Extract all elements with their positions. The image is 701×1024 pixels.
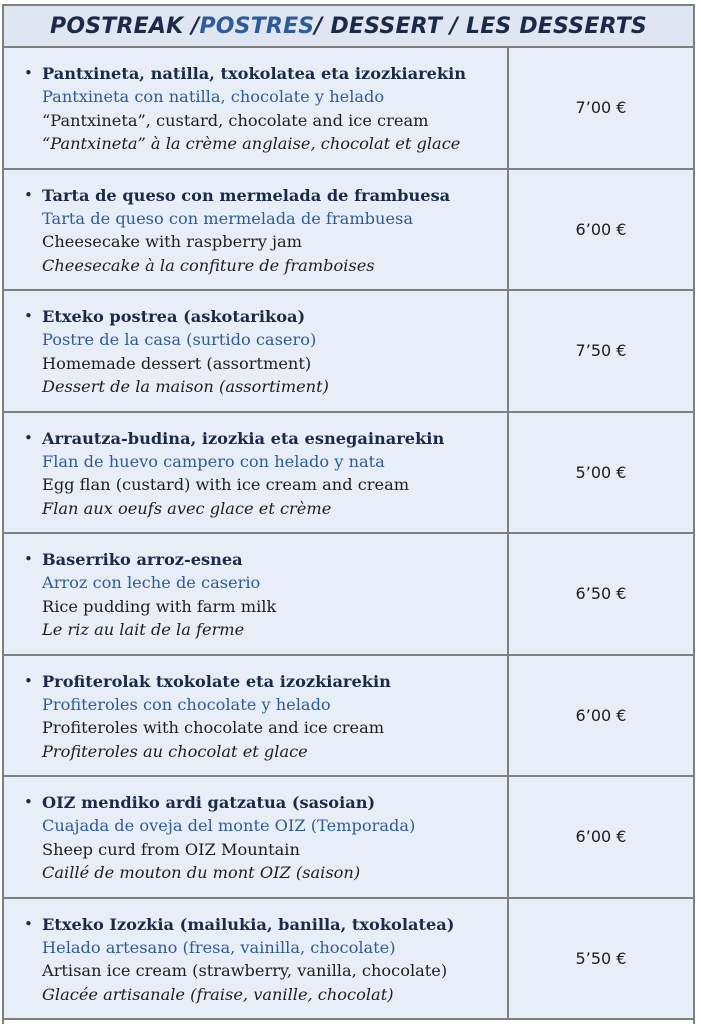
item-price: 7’00 € (575, 98, 627, 118)
item-name-spanish: Flan de huevo campero con helado y nata (42, 451, 385, 471)
menu-item-description (4, 413, 509, 533)
item-price: 6’00 € (575, 705, 627, 725)
item-name-spanish: Helado artesano (fresa, vainilla, chocolate) (42, 937, 396, 957)
item-name-french: Cheesecake à la confiture de framboises (42, 255, 375, 275)
bullet-icon: • (24, 307, 33, 325)
header-title-part-3: / DESSERT / LES DESSERTS (314, 13, 647, 39)
item-name-english: Profiteroles with chocolate and ice cream (42, 718, 385, 738)
menu-item-description (4, 534, 509, 654)
item-price: 5’00 € (575, 462, 627, 482)
item-name-english: Egg flan (custard) with ice cream and cream (42, 475, 410, 495)
bullet-icon: • (24, 550, 33, 568)
menu-item-description (4, 777, 509, 897)
item-name-basque: Profiterolak txokolate eta izozkiarekin (42, 671, 391, 691)
menu-item-row (4, 534, 693, 656)
item-name-basque: Tarta de queso con mermelada de frambuesa (42, 185, 451, 205)
menu-item-row (4, 899, 693, 1021)
menu-item-row (4, 170, 693, 292)
menu-item-row (4, 656, 693, 778)
bullet-icon: • (24, 64, 33, 82)
item-name-spanish: Cuajada de oveja del monte OIZ (Temporada) (42, 816, 416, 836)
menu-item-description (4, 170, 509, 290)
menu-item-description (4, 656, 509, 776)
item-name-spanish: Arroz con leche de caserio (42, 573, 261, 593)
item-name-french: Flan aux oeufs avec glace et crème (42, 498, 332, 518)
bullet-icon: • (24, 671, 33, 690)
item-name-french: Le riz au lait de la ferme (42, 620, 245, 640)
item-name-spanish: Profiteroles con chocolate y helado (42, 694, 331, 714)
item-price: 7’50 € (575, 341, 627, 361)
item-name-english: Homemade dessert (assortment) (42, 353, 312, 373)
item-name-english: Cheesecake with raspberry jam (42, 232, 303, 252)
item-name-english: “Pantxineta”, custard, chocolate and ice cream (42, 110, 429, 130)
menu-item-row (4, 48, 693, 170)
item-name-french: Dessert de la maison (assortiment) (42, 377, 329, 397)
bullet-icon: • (24, 428, 33, 447)
menu-item-row (4, 777, 693, 899)
item-name-french: Profiteroles au chocolat et glace (42, 741, 308, 761)
item-name-english: Sheep curd from OIZ Mountain (42, 839, 300, 859)
menu-item-description (4, 899, 509, 1019)
menu-item-row (4, 291, 693, 413)
item-price: 6’00 € (575, 827, 627, 847)
item-price: 6’00 € (575, 219, 627, 239)
item-price: 6’50 € (575, 584, 627, 604)
item-name-french: “Pantxineta” à la crème anglaise, chocolat et glace (42, 134, 461, 154)
item-price: 5’50 € (575, 948, 627, 968)
menu-item-description (4, 291, 509, 411)
item-name-french: Glacée artisanale (fraise, vanille, chocolat) (42, 984, 394, 1004)
bullet-icon: • (24, 185, 33, 204)
header-title-part-2: POSTRES (199, 13, 315, 39)
menu-items-list (4, 48, 693, 1020)
dessert-menu-table (2, 4, 695, 1024)
bullet-icon: • (24, 914, 33, 933)
item-name-basque: Etxeko postrea (askotarikoa) (42, 307, 306, 326)
item-name-english: Rice pudding with farm milk (42, 596, 277, 616)
header-title-part-1: POSTREAK / (50, 13, 200, 39)
menu-item-row (4, 413, 693, 535)
item-name-spanish: Pantxineta con natilla, chocolate y helado (42, 87, 385, 107)
item-name-basque: Baserriko arroz-esnea (42, 550, 243, 569)
item-name-basque: Arrautza-budina, izozkia eta esnegainarekin (42, 428, 445, 448)
item-name-basque: OIZ mendiko ardi gatzatua (sasoian) (42, 793, 376, 812)
bullet-icon: • (24, 793, 33, 811)
item-name-basque: Etxeko Izozkia (mailukia, banilla, txokolatea) (42, 914, 455, 934)
item-name-basque: Pantxineta, natilla, txokolatea eta izozkiarekin (42, 64, 467, 83)
item-name-english: Artisan ice cream (strawberry, vanilla, chocolate) (42, 961, 448, 981)
item-name-french: Caillé de mouton du mont OIZ (saison) (42, 863, 361, 883)
menu-item-description (4, 48, 509, 168)
menu-section-header (4, 6, 693, 48)
item-name-spanish: Postre de la casa (surtido casero) (42, 330, 317, 350)
item-name-spanish: Tarta de queso con mermelada de frambuesa (42, 208, 413, 228)
